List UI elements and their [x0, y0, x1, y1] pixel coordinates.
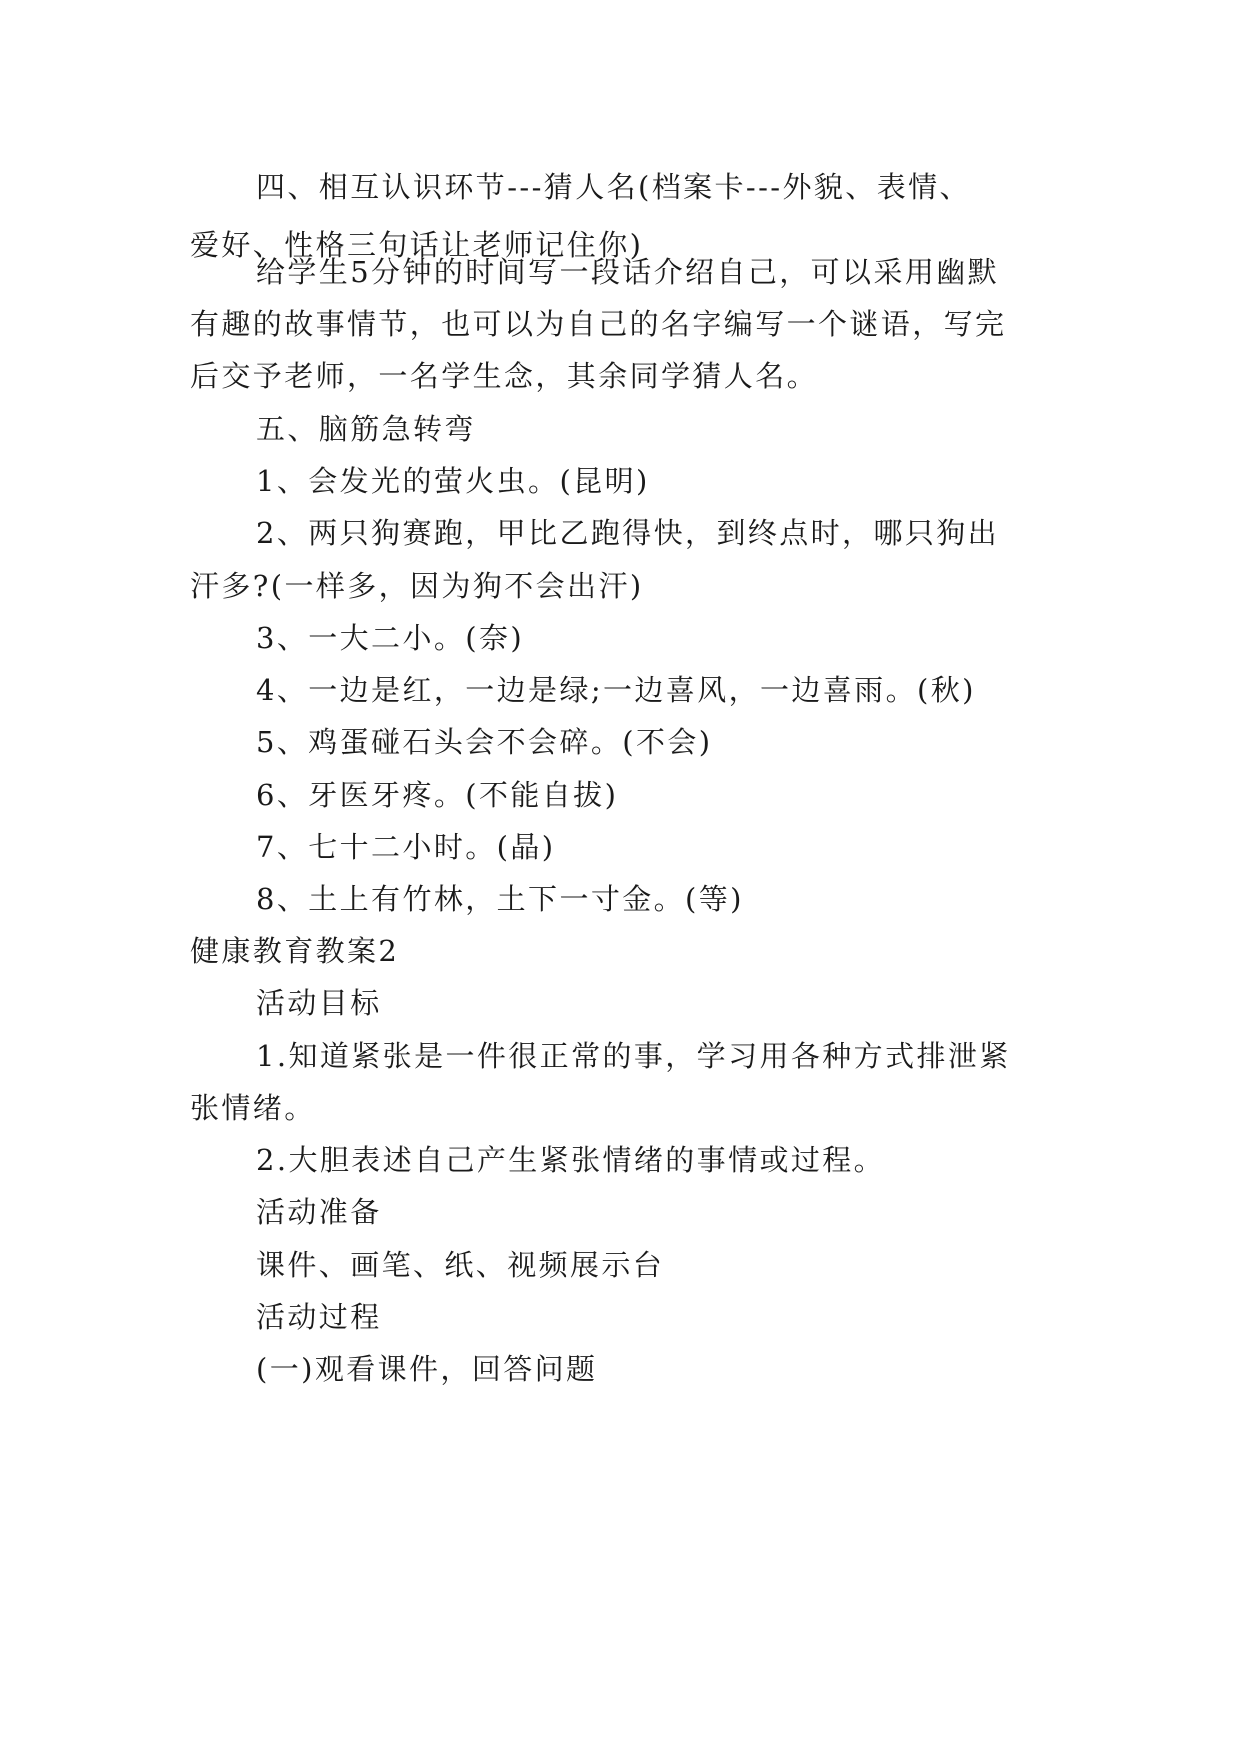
- paragraph-line: 张情绪。: [190, 1091, 316, 1125]
- riddle-item: 3、一大二小。(奈): [256, 621, 525, 655]
- paragraph-line: 汗多?(一样多，因为狗不会出汗): [190, 569, 644, 603]
- paragraph-line: 爱好、性格三句话让老师记住你): [190, 228, 644, 262]
- riddle-item: 4、一边是红，一边是绿;一边喜风，一边喜雨。(秋): [256, 673, 976, 707]
- paragraph-line: 给学生5分钟的时间写一段话介绍自己，可以采用幽默: [256, 255, 1000, 289]
- subsection-heading: (一)观看课件，回答问题: [256, 1352, 598, 1386]
- section-heading: 五、脑筋急转弯: [256, 412, 476, 446]
- riddle-item: 2、两只狗赛跑，甲比乙跑得快，到终点时，哪只狗出: [256, 516, 1000, 550]
- section-heading: 四、相互认识环节---猜人名(档案卡---外貌、表情、: [256, 170, 971, 204]
- section-heading: 活动准备: [256, 1195, 382, 1229]
- riddle-item: 7、七十二小时。(晶): [256, 830, 556, 864]
- section-heading: 活动目标: [256, 986, 382, 1020]
- list-item: 2.大胆表述自己产生紧张情绪的事情或过程。: [256, 1143, 886, 1177]
- riddle-item: 6、牙医牙疼。(不能自拔): [256, 778, 619, 812]
- document-title: 健康教育教案2: [190, 934, 400, 968]
- riddle-item: 8、土上有竹林，土下一寸金。(等): [256, 882, 744, 916]
- paragraph-line: 有趣的故事情节，也可以为自己的名字编写一个谜语，写完: [190, 307, 1007, 341]
- list-item: 1.知道紧张是一件很正常的事，学习用各种方式排泄紧: [256, 1039, 1011, 1073]
- paragraph-line: 课件、画笔、纸、视频展示台: [256, 1248, 665, 1282]
- riddle-item: 5、鸡蛋碰石头会不会碎。(不会): [256, 725, 713, 759]
- riddle-item: 1、会发光的萤火虫。(昆明): [256, 464, 650, 498]
- paragraph-line: 后交予老师，一名学生念，其余同学猜人名。: [190, 359, 819, 393]
- section-heading: 活动过程: [256, 1300, 382, 1334]
